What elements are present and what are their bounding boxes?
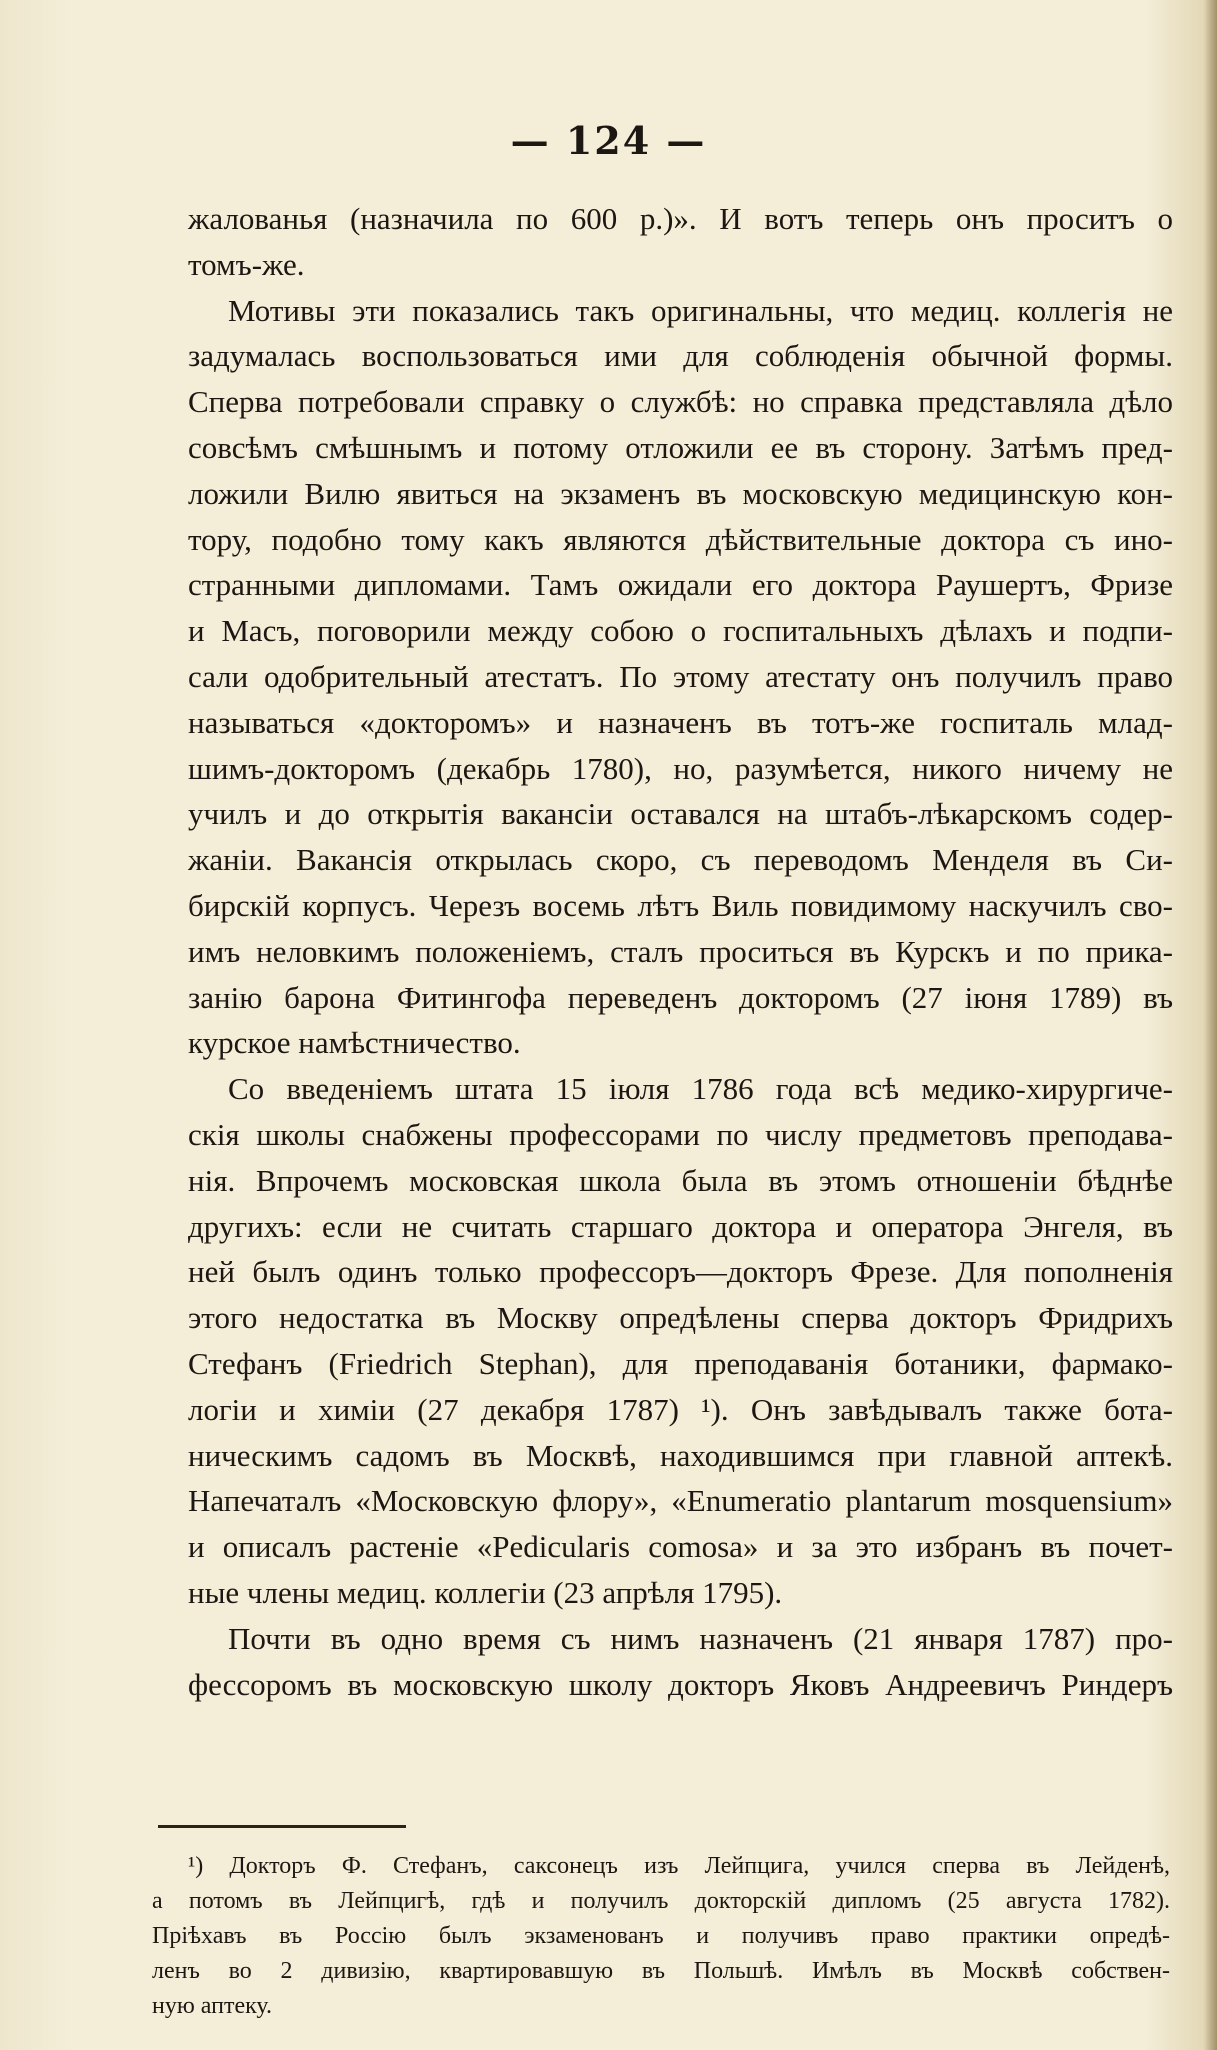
text-line: и описалъ растеніе «Pedicularis comosa» и за это избранъ въ почет- — [188, 1529, 1173, 1565]
text-line: ложили Вилю явиться на экзаменъ въ московскую медицинскую кон- — [188, 475, 1173, 511]
text-line: училъ и до открытія вакансіи оставался на штабъ-лѣкарскомъ содер- — [188, 796, 1173, 832]
text-line: ническимъ садомъ въ Москвѣ, находившимся при главной аптекѣ. — [188, 1437, 1173, 1473]
footnote-line: ¹) Докторъ Ф. Стефанъ, саксонецъ изъ Лейпцига, учился сперва въ Лейденѣ, — [188, 1853, 1170, 1879]
text-line: жаніи. Вакансія открылась скоро, съ переводомъ Менделя въ Си- — [188, 842, 1173, 878]
text-line: сали одобрительный атестатъ. По этому атестату онъ получилъ право — [188, 658, 1173, 694]
text-line: ные члены медиц. коллегіи (23 апрѣля 1795). — [188, 1574, 783, 1610]
footnote-line: ную аптеку. — [152, 1993, 273, 2019]
text-line: Мотивы эти показались такъ оригинальны, что медиц. коллегія не — [228, 292, 1173, 328]
text-line: задумалась воспользоваться ими для соблюденія обычной формы. — [188, 338, 1173, 374]
text-line: шимъ-докторомъ (декабрь 1780), но, разумѣется, никого ничему не — [188, 750, 1173, 786]
text-line: другихъ: если не считать старшаго доктора и оператора Энгеля, въ — [188, 1208, 1173, 1244]
text-line: Почти въ одно время съ нимъ назначенъ (21 января 1787) про- — [228, 1620, 1173, 1656]
text-line: совсѣмъ смѣшнымъ и потому отложили ее въ сторону. Затѣмъ пред- — [188, 429, 1173, 465]
text-line: Напечаталъ «Московскую флору», «Enumeratio plantarum mosquensium» — [188, 1483, 1173, 1519]
page-number: — 124 — — [510, 118, 707, 163]
text-line: и Масъ, поговорили между собою о госпитальныхъ дѣлахъ и подпи- — [188, 613, 1173, 649]
footnote-line: а потомъ въ Лейпцигѣ, гдѣ и получилъ докторскій дипломъ (25 августа 1782). — [152, 1888, 1170, 1914]
text-line: Со введеніемъ штата 15 іюля 1786 года всѣ медико-хирургиче- — [228, 1071, 1173, 1107]
text-line: жалованья (назначила по 600 р.)». И вотъ теперь онъ проситъ о — [188, 201, 1173, 236]
text-line: имъ неловкимъ положеніемъ, сталъ проситься въ Курскъ и по прика- — [188, 933, 1173, 969]
text-line: курское намѣстничество. — [188, 1025, 521, 1061]
text-line: Сперва потребовали справку о службѣ: но справка представляла дѣло — [188, 384, 1173, 420]
footnote-line: Пріѣхавъ въ Россію былъ экзаменованъ и получивъ право практики опредѣ- — [152, 1923, 1170, 1949]
text-line: ней былъ одинъ только профессоръ—докторъ Фрезе. Для пополненія — [188, 1254, 1173, 1290]
text-line: тору, подобно тому какъ являются дѣйствительные доктора съ ино- — [188, 521, 1173, 557]
text-line: бирскій корпусъ. Черезъ восемь лѣтъ Виль повидимому наскучилъ сво- — [188, 887, 1173, 923]
text-line: занію барона Фитингофа переведенъ докторомъ (27 іюня 1789) въ — [188, 979, 1173, 1015]
text-line: Стефанъ (Friedrich Stephan), для преподаванія ботаники, фармако- — [188, 1345, 1173, 1381]
footnote-line: ленъ во 2 дивизію, квартировавшую въ Польшѣ. Имѣлъ въ Москвѣ собствен- — [152, 1958, 1170, 1984]
text-line: нія. Впрочемъ московская школа была въ этомъ отношеніи бѣднѣе — [188, 1162, 1173, 1198]
text-line: странными дипломами. Тамъ ожидали его доктора Раушертъ, Фризе — [188, 567, 1173, 603]
text-line: скія школы снабжены профессорами по числу предметовъ преподава- — [188, 1116, 1173, 1152]
text-line: фессоромъ въ московскую школу докторъ Яковъ Андреевичъ Риндеръ — [188, 1666, 1173, 1702]
text-line: этого недостатка въ Москву опредѣлены сперва докторъ Фридрихъ — [188, 1300, 1173, 1336]
text-line: логіи и химіи (27 декабря 1787) ¹). Онъ завѣдывалъ также бота- — [188, 1391, 1173, 1427]
page-edge-shadow — [1203, 0, 1217, 2050]
footnote-divider — [158, 1825, 406, 1828]
main-text — [188, 196, 1173, 1707]
text-line: называться «докторомъ» и назначенъ въ тотъ-же госпиталь млад- — [188, 704, 1173, 740]
text-line: томъ-же. — [188, 246, 305, 282]
footnote — [152, 1849, 1170, 2024]
